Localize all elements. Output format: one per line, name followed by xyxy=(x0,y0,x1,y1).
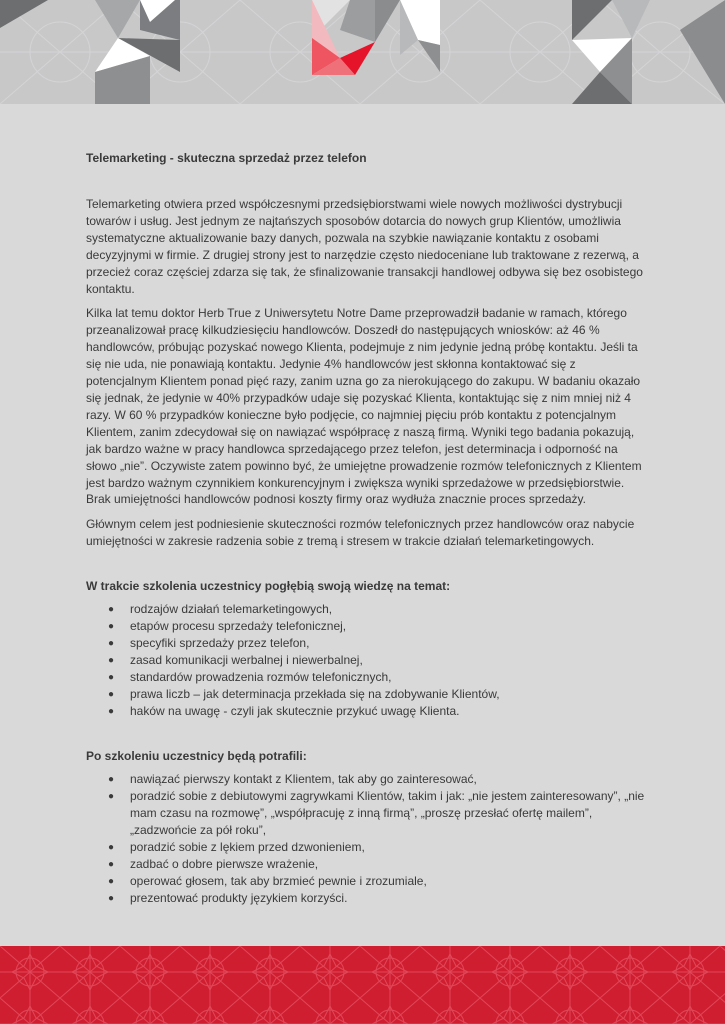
footer-decoration xyxy=(0,946,725,1024)
skills-heading: Po szkoleniu uczestnicy będą potrafili: xyxy=(86,749,307,764)
list-item: ● poradzić sobie z lękiem przed dzwonieniem, xyxy=(108,840,365,855)
list-item: ● zadbać o dobre pierwsze wrażenie, xyxy=(108,857,319,872)
topics-list xyxy=(86,601,646,720)
bullet-icon: ● xyxy=(108,842,115,854)
list-item: ● poradzić sobie z debiutowymi zagrywkami Klientów, takim i jak: „nie jestem zainteresowany”, „nie mam czasu na rozmowę”, „współpracuję z inną firmą”, „proszę przesłać ofertę mailem”, „zadzwońcie za pół roku”, xyxy=(108,789,645,838)
intro-paragraph: Telemarketing otwiera przed współczesnymi przedsiębiorstwami wiele nowych możliwości dystrybucji towarów i usług. Jest jednym ze najtańszych sposobów dotarcia do nowych grup Klientów, umożliwia systematyczne aktualizowanie bazy danych, pozwala na szybkie nawiązanie kontaktu z osobami decyzyjnymi w firmie. Z drugiej strony jest to narzędzie często niedoceniane lub traktowane z rezerwą, a przecież coraz częściej zdarza się tak, że sfinalizowanie transakcji handlowej odbywa się bez osobistego kontaktu. xyxy=(86,197,643,296)
list-item: ● prawa liczb – jak determinacja przekłada się na zdobywanie Klientów, xyxy=(108,687,500,702)
topics-heading: W trakcie szkolenia uczestnicy pogłębią swoją wiedzę na temat: xyxy=(86,579,451,594)
goal-paragraph: Głównym celem jest podniesienie skuteczności rozmów telefonicznych przez handlowców oraz nabycie umiejętności w zakresie radzenia sobie z tremą i stresem w trakcie działań telemarketingowych. xyxy=(86,517,635,549)
header-pattern-graphic xyxy=(0,0,725,104)
list-item: ● specyfiki sprzedaży przez telefon, xyxy=(108,636,310,651)
footer-pattern-graphic xyxy=(0,946,725,1024)
bullet-icon: ● xyxy=(108,621,115,633)
research-paragraph: Kilka lat temu doktor Herb True z Uniwersytetu Notre Dame przeprowadził badanie w ramach, którego przeanalizował pracę kilkudziesięciu handlowców. Doszedł do następujących wniosków: aż 46 % handlowców, próbując pozyskać nowego Klienta, podejmuje z nim jedynie jedną próbę kontaktu. Jeśli ta się nie uda, nie ponawiają kontaktu. Jedynie 4% handlowców jest skłonna kontaktować się z potencjalnym Klientem ponad pięć razy, zanim uzna go za nierokującego do zakupu. W badaniu okazało się jednak, że jedynie w 40% przypadków udaje się pozyskać Klienta, kontaktując się z nim mniej niż 4 razy. W 60 % przypadków konieczne było podjęcie, co najmniej pięciu prób kontaktu z potencjalnym Klientem, zanim zdecydował się on nawiązać współpracę z naszą firmą. Wyniki tego badania pokazują, jak bardzo ważne w pracy handlowca sprzedającego przez telefon, jest determinacja i odporność na słowo „nie”. Oczywiste zatem powinno być, że umiejętne prowadzenie rozmów telefonicznych z Klientem jest bardzo ważnym czynnikiem konkurencyjnym i zwiększa wyniki sprzedażowe w przedsiębiorstwie. Brak umiejętności handlowców podnosi koszty firmy oraz wydłuża znacznie proces sprzedaży. xyxy=(86,306,642,507)
list-item: ● operować głosem, tak aby brzmieć pewnie i zrozumiale, xyxy=(108,874,427,889)
document-title: Telemarketing - skuteczna sprzedaż przez telefon xyxy=(86,151,367,165)
bullet-icon: ● xyxy=(108,774,115,786)
bullet-icon: ● xyxy=(108,672,115,684)
list-item: ● haków na uwagę - czyli jak skutecznie przykuć uwagę Klienta. xyxy=(108,704,460,719)
list-item: ● standardów prowadzenia rozmów telefonicznych, xyxy=(108,670,392,685)
bullet-icon: ● xyxy=(108,859,115,871)
bullet-icon: ● xyxy=(108,638,115,650)
list-item: ● prezentować produkty językiem korzyści. xyxy=(108,891,348,906)
bullet-icon: ● xyxy=(108,655,115,667)
bullet-icon: ● xyxy=(108,689,115,701)
header-decoration xyxy=(0,0,725,104)
list-item: ● etapów procesu sprzedaży telefonicznej, xyxy=(108,619,347,634)
bullet-icon: ● xyxy=(108,604,115,616)
bullet-icon: ● xyxy=(108,893,115,905)
bullet-icon: ● xyxy=(108,791,115,803)
skills-list xyxy=(86,771,646,907)
list-item: ● nawiązać pierwszy kontakt z Klientem, tak aby go zainteresować, xyxy=(108,772,477,787)
list-item: ● zasad komunikacji werbalnej i niewerbalnej, xyxy=(108,653,363,668)
bullet-icon: ● xyxy=(108,706,115,718)
list-item: ● rodzajów działań telemarketingowych, xyxy=(108,602,333,617)
bullet-icon: ● xyxy=(108,876,115,888)
document-body xyxy=(86,150,646,907)
